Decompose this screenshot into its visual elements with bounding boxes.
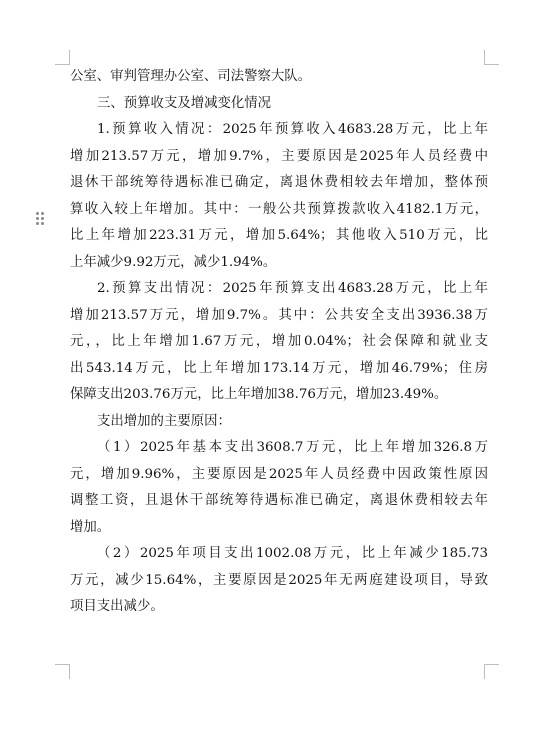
text-line: 增加213.57万元，增加9.7%。其中：公共安全支出3936.38万 (70, 307, 488, 323)
text-line: 算收入较上年增加。其中：一般公共预算拨款收入4182.1万元， (70, 201, 488, 217)
text-line: （1）2025年基本支出3608.7万元，比上年增加326.8万 (97, 440, 488, 455)
margin-corner-top-left (55, 50, 70, 65)
text-line: 上年减少9.92万元，减少1.94%。 (70, 254, 277, 270)
document-body[interactable] (70, 64, 488, 621)
text-line: 2.预算支出情况：2025年预算支出4683.28万元，比上年 (97, 281, 488, 296)
text-line: 公室、审判管理办公室、司法警察大队。 (70, 69, 312, 84)
margin-corner-bottom-left (55, 664, 70, 679)
drag-handle-icon[interactable] (36, 212, 44, 226)
text-line: 支出增加的主要原因： (97, 413, 231, 429)
text-line: 保障支出203.76万元，比上年增加38.76万元，增加23.49%。 (70, 387, 448, 402)
text-line: 项目支出减少。 (70, 599, 164, 614)
text-line: 增加。 (70, 519, 111, 535)
text-line: 调整工资，且退休干部统筹待遇标准已确定，离退休费相较去年 (70, 493, 488, 508)
text-line: 万元，减少15.64%，主要原因是2025年无两庭建设项目，导致 (70, 572, 488, 588)
text-line: 比上年增加223.31万元，增加5.64%；其他收入510万元，比 (70, 228, 488, 243)
text-line: 退休干部统筹待遇标准已确定，离退休费相较去年增加，整体预 (70, 175, 488, 190)
margin-corner-bottom-right (484, 664, 499, 679)
text-line: 元，，比上年增加1.67万元，增加0.04%；社会保障和就业支 (70, 334, 488, 349)
text-line: 三、预算收支及增减变化情况 (97, 95, 272, 111)
text-line: 1.预算收入情况：2025年预算收入4683.28万元，比上年 (97, 122, 488, 137)
text-line: （2）2025年项目支出1002.08万元，比上年减少185.73 (97, 546, 488, 561)
margin-corner-top-right (484, 50, 499, 65)
text-line: 元，增加9.96%，主要原因是2025年人员经费中因政策性原因 (70, 466, 488, 482)
text-line: 增加213.57万元，增加9.7%，主要原因是2025年人员经费中 (70, 148, 488, 164)
text-line: 出543.14万元，比上年增加173.14万元，增加46.79%；住房 (70, 360, 488, 376)
